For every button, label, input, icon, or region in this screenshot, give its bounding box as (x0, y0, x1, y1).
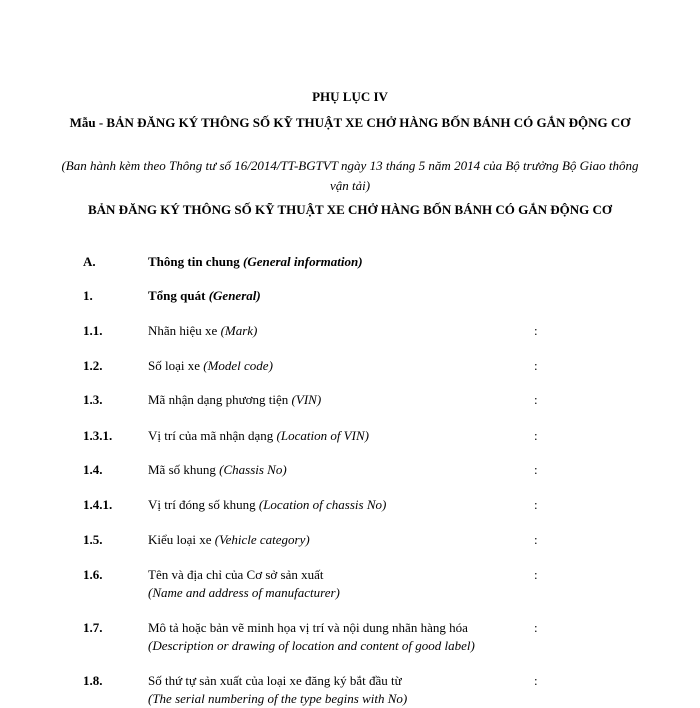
row-colon: : (534, 323, 538, 338)
row-number: 1.6. (83, 567, 103, 582)
row-colon: : (534, 462, 538, 477)
row-label: Tổng quát (General) (148, 288, 261, 303)
row-colon: : (534, 358, 538, 373)
row-label: Nhãn hiệu xe (Mark) (148, 323, 258, 338)
row-label: Vị trí của mã nhận dạng (Location of VIN) (148, 428, 369, 443)
row-colon: : (534, 392, 538, 407)
row-number: 1.3. (83, 392, 103, 407)
row-number: 1.7. (83, 620, 103, 635)
row-label: Số loại xe (Model code) (148, 358, 273, 373)
row-label: Kiểu loại xe (Vehicle category) (148, 532, 310, 547)
row-label: Mã số khung (Chassis No) (148, 462, 287, 477)
row-label: Mô tả hoặc bản vẽ minh họa vị trí và nội dung nhãn hàng hóa (Description or drawing of location and content of good label) (148, 620, 475, 653)
row-number: 1.8. (83, 673, 103, 688)
row-number: 1.4. (83, 462, 103, 477)
row-number: 1. (83, 288, 93, 303)
form-title: Mẫu - BẢN ĐĂNG KÝ THÔNG SỐ KỸ THUẬT XE CHỞ HÀNG BỐN BÁNH CÓ GẮN ĐỘNG CƠ (69, 115, 631, 130)
row-colon: : (534, 673, 538, 688)
issued-note: (Ban hành kèm theo Thông tư số 16/2014/TT-BGTVT ngày 13 tháng 5 năm 2014 của Bộ trưởng Bộ Giao thông vận tải) (61, 158, 639, 193)
row-number: 1.1. (83, 323, 103, 338)
document-title: BẢN ĐĂNG KÝ THÔNG SỐ KỸ THUẬT XE CHỞ HÀNG BỐN BÁNH CÓ GẮN ĐỘNG CƠ (87, 202, 613, 217)
row-colon: : (534, 567, 538, 582)
row-label: Mã nhận dạng phương tiện (VIN) (148, 392, 322, 407)
row-colon: : (534, 532, 538, 547)
appendix-heading: PHỤ LỤC IV (312, 89, 388, 104)
row-number: 1.3.1. (83, 428, 113, 443)
row-label: Tên và địa chỉ của Cơ sở sản xuất (Name and address of manufacturer) (148, 567, 340, 600)
row-number: 1.5. (83, 532, 103, 547)
row-number: A. (83, 254, 96, 269)
row-number: 1.4.1. (83, 497, 113, 512)
row-number: 1.2. (83, 358, 103, 373)
row-colon: : (534, 428, 538, 443)
row-colon: : (534, 497, 538, 512)
row-label: Số thứ tự sản xuất của loại xe đăng ký bắt đầu từ (The serial numbering of the type begins with No) (148, 673, 408, 706)
row-colon: : (534, 620, 538, 635)
row-label: Thông tin chung (General information) (148, 254, 363, 269)
row-label: Vị trí đóng số khung (Location of chassis No) (148, 497, 387, 512)
